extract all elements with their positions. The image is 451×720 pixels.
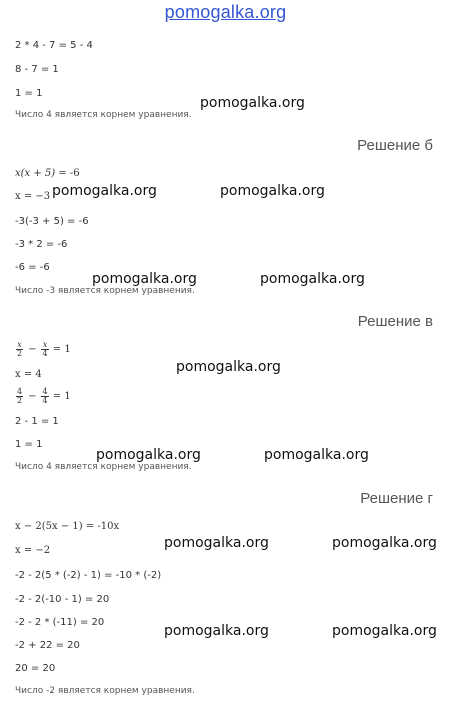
solution-g-root: x = −2 xyxy=(15,545,51,556)
solution-b-conclusion: Число -3 является корнем уравнения. xyxy=(15,286,195,296)
solution-b-equation: x(x + 5) = -6 xyxy=(15,168,80,179)
watermark: pomogalka.org xyxy=(92,271,197,287)
solution-b-line-1: -3(-3 + 5) = -6 xyxy=(15,216,89,227)
solution-b-line-2: -3 * 2 = -6 xyxy=(15,239,68,250)
heading-solution-b: Решение б xyxy=(357,137,433,154)
solution-v-equation: $\frac{x}{2}$ − $\frac{x}{4}$ = 1 xyxy=(17,340,71,358)
heading-solution-g: Решение г xyxy=(360,490,433,507)
watermark: pomogalka.org xyxy=(220,183,325,199)
site-header-link[interactable]: pomogalka.org xyxy=(164,2,287,22)
watermark: pomogalka.org xyxy=(164,535,269,551)
solution-g-equation: x − 2(5x − 1) = -10x xyxy=(15,521,120,532)
solution-v-line-1: 2 - 1 = 1 xyxy=(15,416,59,427)
watermark: pomogalka.org xyxy=(332,623,437,639)
watermark: pomogalka.org xyxy=(332,535,437,551)
watermark: pomogalka.org xyxy=(264,447,369,463)
solution-v-conclusion: Число 4 является корнем уравнения. xyxy=(15,462,192,472)
solution-g-line-2: -2 - 2(-10 - 1) = 20 xyxy=(15,594,110,605)
solution-b-line-3: -6 = -6 xyxy=(15,262,50,273)
solution-g-conclusion: Число -2 является корнем уравнения. xyxy=(15,686,195,696)
watermark: pomogalka.org xyxy=(164,623,269,639)
watermark: pomogalka.org xyxy=(200,95,305,111)
solution-a-line-1: 2 * 4 - 7 = 5 - 4 xyxy=(15,40,93,51)
solution-g-line-4: -2 + 22 = 20 xyxy=(15,640,80,651)
solution-v-line-2: 1 = 1 xyxy=(15,439,43,450)
watermark: pomogalka.org xyxy=(260,271,365,287)
solution-b-root: x = −3 xyxy=(15,191,51,202)
solution-g-line-5: 20 = 20 xyxy=(15,663,56,674)
watermark: pomogalka.org xyxy=(96,447,201,463)
solution-a-line-3: 1 = 1 xyxy=(15,88,43,99)
solution-a-conclusion: Число 4 является корнем уравнения. xyxy=(15,110,192,120)
solution-v-substitution: $\frac{4}{2}$ − $\frac{4}{4}$ = 1 xyxy=(17,387,71,405)
watermark: pomogalka.org xyxy=(52,183,157,199)
heading-solution-v: Решение в xyxy=(357,313,433,330)
watermark: pomogalka.org xyxy=(176,359,281,375)
solution-v-root: x = 4 xyxy=(15,369,42,380)
solution-g-line-1: -2 - 2(5 * (-2) - 1) = -10 * (-2) xyxy=(15,570,162,581)
solution-a-line-2: 8 - 7 = 1 xyxy=(15,64,59,75)
solution-g-line-3: -2 - 2 * (-11) = 20 xyxy=(15,617,105,628)
